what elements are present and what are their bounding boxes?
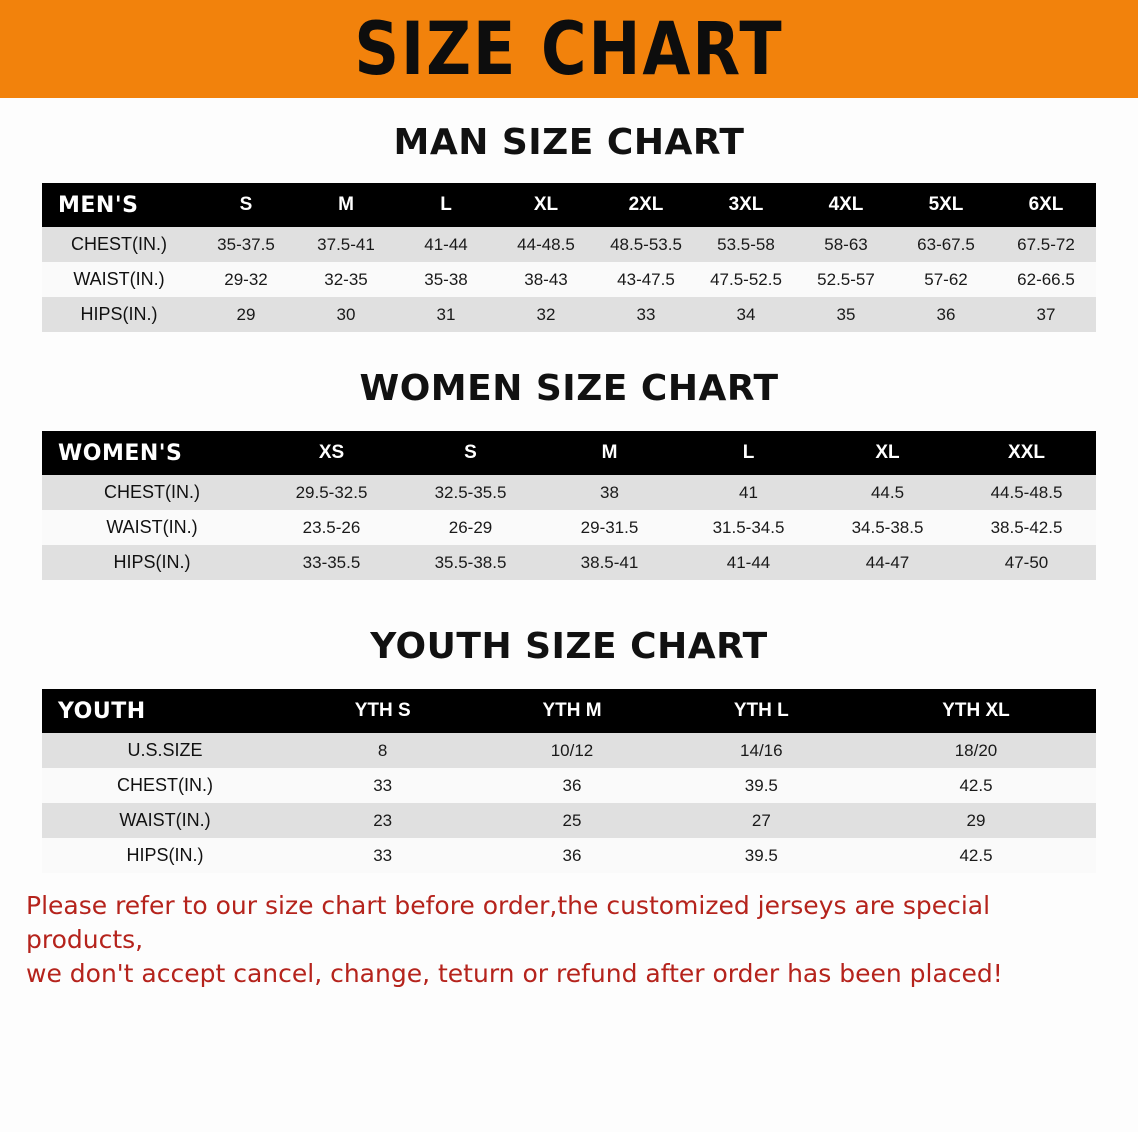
women-section-title: WOMEN SIZE CHART <box>359 368 779 409</box>
cell: 37.5-41 <box>296 227 396 262</box>
cell: 35-37.5 <box>196 227 296 262</box>
women-header-cell: XXL <box>957 431 1096 475</box>
table-header-row <box>42 183 1096 227</box>
cell: 31.5-34.5 <box>679 510 818 545</box>
table-row <box>42 838 1096 873</box>
man-header-cell: 4XL <box>796 183 896 227</box>
table-header-row <box>42 431 1096 475</box>
table-row <box>42 545 1096 580</box>
cell: 29-31.5 <box>540 510 679 545</box>
man-size-table <box>42 183 1096 332</box>
man-section-title: MAN SIZE CHART <box>393 122 745 163</box>
women-header-cell: M <box>540 431 679 475</box>
man-header-cell: M <box>296 183 396 227</box>
table-row <box>42 510 1096 545</box>
row-label: CHEST(IN.) <box>42 475 262 510</box>
disclaimer-line-1: Please refer to our size chart before order,the customized jerseys are special products, <box>26 891 991 954</box>
cell: 47.5-52.5 <box>696 262 796 297</box>
table-row <box>42 733 1096 768</box>
women-size-table <box>42 431 1096 580</box>
youth-header-cell: YTH L <box>667 689 856 733</box>
cell: 44.5 <box>818 475 957 510</box>
cell: 36 <box>477 838 666 873</box>
man-header-label: MEN'S <box>42 183 196 227</box>
youth-section-title: YOUTH SIZE CHART <box>370 626 768 667</box>
cell: 29 <box>856 803 1096 838</box>
disclaimer-note <box>26 889 1112 990</box>
man-header-cell: 2XL <box>596 183 696 227</box>
cell: 23 <box>288 803 477 838</box>
cell: 41-44 <box>396 227 496 262</box>
row-label: HIPS(IN.) <box>42 838 288 873</box>
cell: 34 <box>696 297 796 332</box>
cell: 44.5-48.5 <box>957 475 1096 510</box>
cell: 58-63 <box>796 227 896 262</box>
cell: 42.5 <box>856 838 1096 873</box>
cell: 10/12 <box>477 733 666 768</box>
cell: 53.5-58 <box>696 227 796 262</box>
cell: 39.5 <box>667 768 856 803</box>
cell: 33 <box>288 838 477 873</box>
cell: 33 <box>288 768 477 803</box>
women-header-cell: XL <box>818 431 957 475</box>
row-label: U.S.SIZE <box>42 733 288 768</box>
cell: 29-32 <box>196 262 296 297</box>
cell: 62-66.5 <box>996 262 1096 297</box>
cell: 35 <box>796 297 896 332</box>
cell: 18/20 <box>856 733 1096 768</box>
cell: 35-38 <box>396 262 496 297</box>
youth-size-table <box>42 689 1096 873</box>
women-header-cell: S <box>401 431 540 475</box>
cell: 38.5-41 <box>540 545 679 580</box>
women-table-wrapper <box>0 431 1138 580</box>
women-header-cell: XS <box>262 431 401 475</box>
cell: 67.5-72 <box>996 227 1096 262</box>
disclaimer-line-2: we don't accept cancel, change, teturn or refund after order has been placed! <box>26 958 1003 988</box>
cell: 36 <box>477 768 666 803</box>
cell: 32 <box>496 297 596 332</box>
cell: 43-47.5 <box>596 262 696 297</box>
youth-header-cell: YTH XL <box>856 689 1096 733</box>
table-row <box>42 227 1096 262</box>
cell: 37 <box>996 297 1096 332</box>
table-row <box>42 768 1096 803</box>
cell: 30 <box>296 297 396 332</box>
row-label: HIPS(IN.) <box>42 545 262 580</box>
women-header-label: WOMEN'S <box>42 431 262 475</box>
youth-header-label: YOUTH <box>42 689 288 733</box>
cell: 33-35.5 <box>262 545 401 580</box>
cell: 34.5-38.5 <box>818 510 957 545</box>
man-header-cell: 6XL <box>996 183 1096 227</box>
youth-header-cell: YTH M <box>477 689 666 733</box>
women-header-cell: L <box>679 431 818 475</box>
cell: 52.5-57 <box>796 262 896 297</box>
cell: 29 <box>196 297 296 332</box>
youth-table-wrapper <box>0 689 1138 873</box>
cell: 39.5 <box>667 838 856 873</box>
man-header-cell: L <box>396 183 496 227</box>
cell: 25 <box>477 803 666 838</box>
cell: 57-62 <box>896 262 996 297</box>
table-row <box>42 297 1096 332</box>
cell: 14/16 <box>667 733 856 768</box>
table-header-row <box>42 689 1096 733</box>
man-table-wrapper <box>0 183 1138 332</box>
cell: 38-43 <box>496 262 596 297</box>
cell: 41 <box>679 475 818 510</box>
cell: 41-44 <box>679 545 818 580</box>
row-label: WAIST(IN.) <box>42 262 196 297</box>
cell: 29.5-32.5 <box>262 475 401 510</box>
cell: 42.5 <box>856 768 1096 803</box>
cell: 38.5-42.5 <box>957 510 1096 545</box>
page-title: SIZE CHART <box>354 5 784 92</box>
youth-header-cell: YTH S <box>288 689 477 733</box>
table-row <box>42 803 1096 838</box>
table-row <box>42 262 1096 297</box>
man-header-cell: 3XL <box>696 183 796 227</box>
man-header-cell: S <box>196 183 296 227</box>
cell: 8 <box>288 733 477 768</box>
cell: 23.5-26 <box>262 510 401 545</box>
man-header-cell: XL <box>496 183 596 227</box>
cell: 27 <box>667 803 856 838</box>
cell: 36 <box>896 297 996 332</box>
cell: 26-29 <box>401 510 540 545</box>
table-row <box>42 475 1096 510</box>
cell: 48.5-53.5 <box>596 227 696 262</box>
cell: 44-47 <box>818 545 957 580</box>
man-header-cell: 5XL <box>896 183 996 227</box>
cell: 44-48.5 <box>496 227 596 262</box>
cell: 32-35 <box>296 262 396 297</box>
row-label: WAIST(IN.) <box>42 803 288 838</box>
cell: 32.5-35.5 <box>401 475 540 510</box>
cell: 35.5-38.5 <box>401 545 540 580</box>
row-label: HIPS(IN.) <box>42 297 196 332</box>
cell: 47-50 <box>957 545 1096 580</box>
row-label: WAIST(IN.) <box>42 510 262 545</box>
cell: 31 <box>396 297 496 332</box>
page-banner <box>0 0 1138 98</box>
row-label: CHEST(IN.) <box>42 227 196 262</box>
cell: 33 <box>596 297 696 332</box>
row-label: CHEST(IN.) <box>42 768 288 803</box>
cell: 63-67.5 <box>896 227 996 262</box>
cell: 38 <box>540 475 679 510</box>
